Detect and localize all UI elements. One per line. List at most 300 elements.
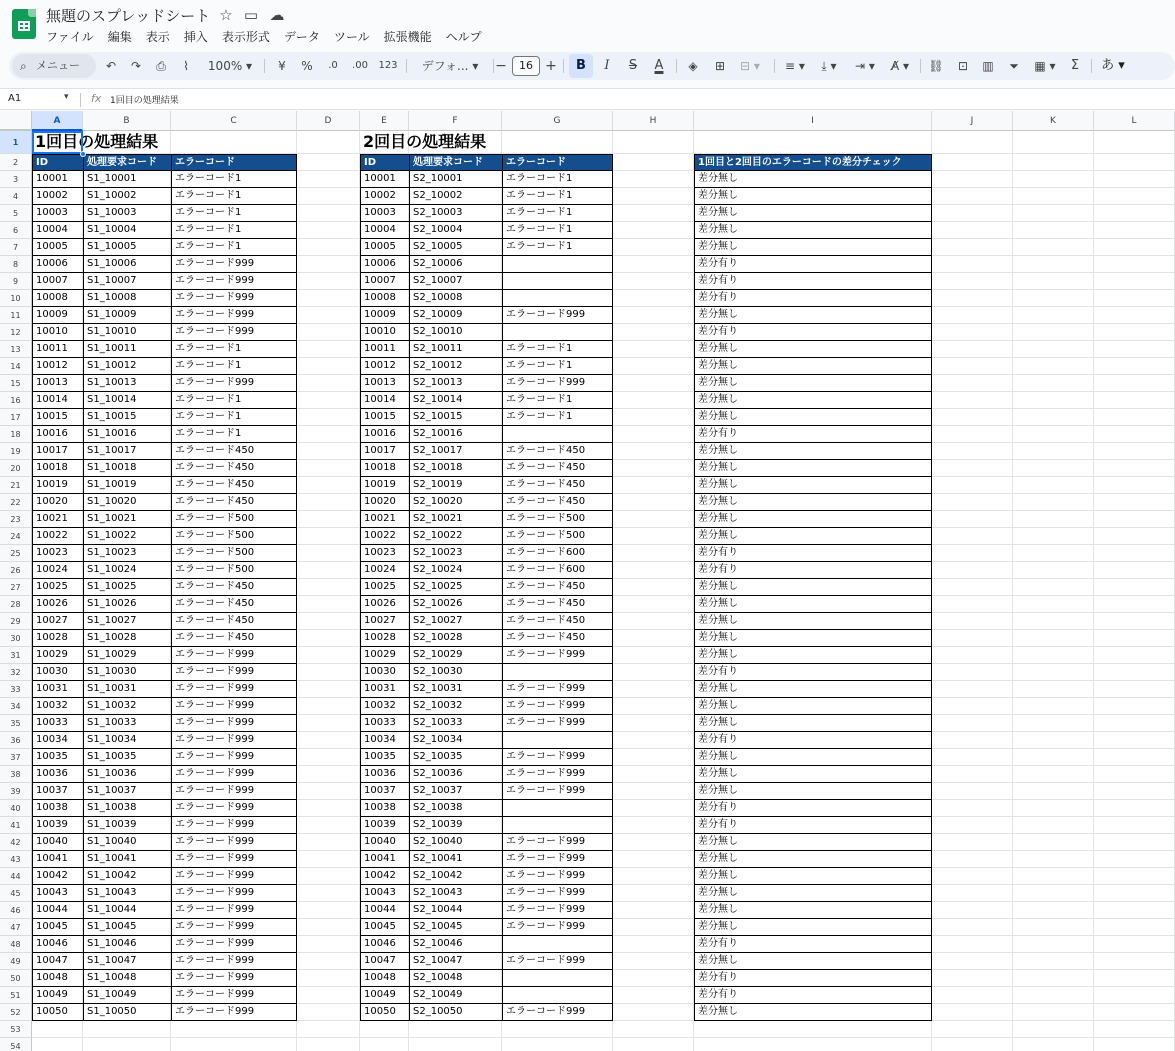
row-header-21[interactable]: 21 xyxy=(0,477,32,494)
table-cell-error-code[interactable]: エラーコード999 xyxy=(171,970,297,987)
table-cell-diff-result[interactable]: 差分有り xyxy=(694,545,932,562)
table-cell-error-code[interactable]: エラーコード450 xyxy=(171,613,297,630)
name-box[interactable]: A1 xyxy=(8,93,22,104)
row-header-33[interactable]: 33 xyxy=(0,681,32,698)
table-cell-error-code[interactable]: エラーコード999 xyxy=(171,1004,297,1021)
table-cell-error-code[interactable]: エラーコード450 xyxy=(502,630,613,647)
table-cell-error-code[interactable]: エラーコード999 xyxy=(171,664,297,681)
table-cell-error-code[interactable]: エラーコード999 xyxy=(171,290,297,307)
table-cell-request-code[interactable]: S1_10016 xyxy=(83,426,171,443)
table-cell-error-code[interactable]: エラーコード1 xyxy=(502,341,613,358)
table-cell-request-code[interactable]: S1_10012 xyxy=(83,358,171,375)
table-cell-id[interactable]: 10043 xyxy=(360,885,409,902)
table-cell-id[interactable]: 10015 xyxy=(32,409,83,426)
table-cell-request-code[interactable]: S2_10042 xyxy=(409,868,502,885)
table-cell-request-code[interactable]: S1_10032 xyxy=(83,698,171,715)
document-title[interactable]: 無題のスプレッドシート xyxy=(46,7,211,25)
filter-icon[interactable]: ⏷ xyxy=(1009,59,1019,73)
table-cell-error-code[interactable]: エラーコード450 xyxy=(171,630,297,647)
table-cell-id[interactable]: 10004 xyxy=(360,222,409,239)
row-header-45[interactable]: 45 xyxy=(0,885,32,902)
borders-icon[interactable]: ⊞ xyxy=(714,59,726,73)
table-cell-request-code[interactable]: S2_10031 xyxy=(409,681,502,698)
table-cell-request-code[interactable]: S1_10004 xyxy=(83,222,171,239)
table-cell-request-code[interactable]: S1_10026 xyxy=(83,596,171,613)
table-cell-error-code[interactable]: エラーコード999 xyxy=(171,256,297,273)
table-cell-id[interactable]: 10011 xyxy=(360,341,409,358)
row-header-6[interactable]: 6 xyxy=(0,222,32,239)
table-cell-diff-result[interactable]: 差分有り xyxy=(694,290,932,307)
table-cell-error-code[interactable]: エラーコード1 xyxy=(171,239,297,256)
table-cell-request-code[interactable]: S1_10011 xyxy=(83,341,171,358)
menu-file[interactable]: ファイル xyxy=(46,30,94,44)
row-header-38[interactable]: 38 xyxy=(0,766,32,783)
font-family-select[interactable]: デフォ... ▾ xyxy=(421,59,479,73)
table-cell-request-code[interactable]: S2_10029 xyxy=(409,647,502,664)
table-cell-error-code[interactable]: エラーコード450 xyxy=(171,443,297,460)
table-cell-id[interactable]: 10001 xyxy=(32,171,83,188)
table-cell-id[interactable]: 10032 xyxy=(32,698,83,715)
table-cell-error-code[interactable] xyxy=(502,426,613,443)
table-cell-id[interactable]: 10017 xyxy=(360,443,409,460)
table-cell-request-code[interactable]: S2_10012 xyxy=(409,358,502,375)
section-title-first-run[interactable]: 1回目の処理結果 xyxy=(35,132,159,151)
table-cell-id[interactable]: 10018 xyxy=(360,460,409,477)
table-cell-diff-result[interactable]: 差分有り xyxy=(694,664,932,681)
table-cell-id[interactable]: 10012 xyxy=(32,358,83,375)
star-icon[interactable]: ☆ xyxy=(219,6,233,24)
table-cell-diff-result[interactable]: 差分無し xyxy=(694,851,932,868)
table-cell-error-code[interactable]: エラーコード500 xyxy=(171,545,297,562)
table-cell-id[interactable]: 10008 xyxy=(360,290,409,307)
select-all-corner[interactable] xyxy=(0,111,32,131)
table-cell-request-code[interactable]: S2_10008 xyxy=(409,290,502,307)
sheet-grid[interactable] xyxy=(0,111,1175,1051)
table-cell-request-code[interactable]: S1_10018 xyxy=(83,460,171,477)
row-header-9[interactable]: 9 xyxy=(0,273,32,290)
row-header-42[interactable]: 42 xyxy=(0,834,32,851)
table-cell-error-code[interactable]: エラーコード999 xyxy=(171,783,297,800)
table-cell-id[interactable]: 10039 xyxy=(32,817,83,834)
table-cell-diff-result[interactable]: 差分無し xyxy=(694,494,932,511)
insert-comment-icon[interactable]: ⊡ xyxy=(957,59,969,73)
table-cell-id[interactable]: 10012 xyxy=(360,358,409,375)
table-cell-request-code[interactable]: S1_10041 xyxy=(83,851,171,868)
table-cell-error-code[interactable]: エラーコード1 xyxy=(502,239,613,256)
row-header-27[interactable]: 27 xyxy=(0,579,32,596)
table-cell-diff-result[interactable]: 差分無し xyxy=(694,1004,932,1021)
table-cell-id[interactable]: 10016 xyxy=(32,426,83,443)
table-cell-error-code[interactable]: エラーコード999 xyxy=(171,375,297,392)
row-header-47[interactable]: 47 xyxy=(0,919,32,936)
table-cell-id[interactable]: 10022 xyxy=(32,528,83,545)
table-cell-diff-result[interactable]: 差分有り xyxy=(694,817,932,834)
column-header-C[interactable]: C xyxy=(171,111,297,131)
print-icon[interactable]: ⎙ xyxy=(156,59,166,73)
table-cell-request-code[interactable]: S2_10020 xyxy=(409,494,502,511)
menu-data[interactable]: データ xyxy=(283,30,320,44)
table-cell-request-code[interactable]: S2_10021 xyxy=(409,511,502,528)
table-cell-request-code[interactable]: S1_10019 xyxy=(83,477,171,494)
table-cell-request-code[interactable]: S1_10015 xyxy=(83,409,171,426)
increase-font-size-button[interactable]: + xyxy=(545,58,557,74)
row-header-19[interactable]: 19 xyxy=(0,443,32,460)
row-header-20[interactable]: 20 xyxy=(0,460,32,477)
table-cell-error-code[interactable]: エラーコード999 xyxy=(502,715,613,732)
table-cell-request-code[interactable]: S2_10046 xyxy=(409,936,502,953)
table-cell-error-code[interactable]: エラーコード999 xyxy=(171,698,297,715)
table-cell-diff-result[interactable]: 差分有り xyxy=(694,800,932,817)
table-cell-id[interactable]: 10014 xyxy=(32,392,83,409)
table-cell-request-code[interactable]: S2_10039 xyxy=(409,817,502,834)
table-cell-error-code[interactable]: エラーコード1 xyxy=(171,358,297,375)
row-header-29[interactable]: 29 xyxy=(0,613,32,630)
table-cell-id[interactable]: 10006 xyxy=(360,256,409,273)
table-cell-request-code[interactable]: S1_10031 xyxy=(83,681,171,698)
table-cell-request-code[interactable]: S2_10023 xyxy=(409,545,502,562)
table-cell-diff-result[interactable]: 差分無し xyxy=(694,477,932,494)
table-cell-error-code[interactable]: エラーコード999 xyxy=(502,1004,613,1021)
table-cell-error-code[interactable]: エラーコード999 xyxy=(171,936,297,953)
table-cell-diff-result[interactable]: 差分無し xyxy=(694,885,932,902)
table-cell-error-code[interactable]: エラーコード999 xyxy=(171,987,297,1004)
row-header-26[interactable]: 26 xyxy=(0,562,32,579)
table-cell-error-code[interactable] xyxy=(502,273,613,290)
decrease-font-size-button[interactable]: − xyxy=(495,58,507,74)
table-cell-error-code[interactable]: エラーコード999 xyxy=(502,766,613,783)
table-cell-request-code[interactable]: S2_10003 xyxy=(409,205,502,222)
table-cell-id[interactable]: 10030 xyxy=(32,664,83,681)
vertical-align-icon[interactable]: ⤓ ▾ xyxy=(821,59,837,73)
table-cell-id[interactable]: 10034 xyxy=(32,732,83,749)
table-cell-request-code[interactable]: S1_10007 xyxy=(83,273,171,290)
row-header-28[interactable]: 28 xyxy=(0,596,32,613)
table-cell-error-code[interactable]: エラーコード450 xyxy=(502,494,613,511)
insert-link-icon[interactable]: ⛓ xyxy=(928,59,944,73)
table-cell-error-code[interactable]: エラーコード500 xyxy=(171,528,297,545)
row-header-3[interactable]: 3 xyxy=(0,171,32,188)
table-cell-request-code[interactable]: S1_10029 xyxy=(83,647,171,664)
table-cell-id[interactable]: 10044 xyxy=(32,902,83,919)
table-cell-id[interactable]: 10013 xyxy=(32,375,83,392)
table-cell-error-code[interactable]: エラーコード999 xyxy=(502,307,613,324)
table-cell-diff-result[interactable]: 差分無し xyxy=(694,868,932,885)
table-cell-error-code[interactable] xyxy=(502,817,613,834)
table-cell-error-code[interactable]: エラーコード450 xyxy=(502,613,613,630)
table-cell-diff-result[interactable]: 差分無し xyxy=(694,834,932,851)
table-cell-id[interactable]: 10010 xyxy=(360,324,409,341)
table-cell-diff-result[interactable]: 差分無し xyxy=(694,766,932,783)
row-header-11[interactable]: 11 xyxy=(0,307,32,324)
table-cell-error-code[interactable]: エラーコード999 xyxy=(502,834,613,851)
table-cell-request-code[interactable]: S2_10033 xyxy=(409,715,502,732)
table-cell-request-code[interactable]: S1_10050 xyxy=(83,1004,171,1021)
column-header-B[interactable]: B xyxy=(83,111,171,131)
strikethrough-icon[interactable]: S xyxy=(628,58,638,73)
row-header-23[interactable]: 23 xyxy=(0,511,32,528)
decrease-decimal-button[interactable]: .0 xyxy=(328,60,338,71)
table-cell-request-code[interactable]: S2_10044 xyxy=(409,902,502,919)
table-cell-id[interactable]: 10032 xyxy=(360,698,409,715)
table-header-cell[interactable]: ID xyxy=(32,154,83,171)
row-header-2[interactable]: 2 xyxy=(0,154,32,171)
table-cell-request-code[interactable]: S1_10028 xyxy=(83,630,171,647)
table-cell-error-code[interactable]: エラーコード1 xyxy=(502,392,613,409)
table-header-cell[interactable]: エラーコード xyxy=(171,154,297,171)
table-cell-request-code[interactable]: S1_10003 xyxy=(83,205,171,222)
table-cell-diff-result[interactable]: 差分無し xyxy=(694,596,932,613)
table-cell-request-code[interactable]: S1_10049 xyxy=(83,987,171,1004)
table-cell-request-code[interactable]: S1_10039 xyxy=(83,817,171,834)
table-cell-error-code[interactable]: エラーコード999 xyxy=(171,851,297,868)
table-cell-error-code[interactable] xyxy=(502,800,613,817)
table-cell-request-code[interactable]: S2_10050 xyxy=(409,1004,502,1021)
table-cell-request-code[interactable]: S2_10002 xyxy=(409,188,502,205)
table-cell-error-code[interactable]: エラーコード600 xyxy=(502,562,613,579)
table-cell-id[interactable]: 10019 xyxy=(32,477,83,494)
undo-icon[interactable]: ↶ xyxy=(105,59,117,73)
table-cell-request-code[interactable]: S2_10005 xyxy=(409,239,502,256)
table-cell-request-code[interactable]: S2_10041 xyxy=(409,851,502,868)
table-cell-diff-result[interactable]: 差分無し xyxy=(694,239,932,256)
table-cell-request-code[interactable]: S1_10008 xyxy=(83,290,171,307)
text-color-button[interactable]: A xyxy=(654,58,664,73)
row-header-44[interactable]: 44 xyxy=(0,868,32,885)
table-cell-request-code[interactable]: S2_10047 xyxy=(409,953,502,970)
table-cell-request-code[interactable]: S2_10048 xyxy=(409,970,502,987)
table-cell-error-code[interactable]: エラーコード999 xyxy=(502,698,613,715)
table-cell-request-code[interactable]: S1_10023 xyxy=(83,545,171,562)
table-cell-diff-result[interactable]: 差分無し xyxy=(694,919,932,936)
table-cell-error-code[interactable]: エラーコード1 xyxy=(502,409,613,426)
table-header-cell[interactable]: 処理要求コード xyxy=(409,154,502,171)
table-cell-error-code[interactable]: エラーコード450 xyxy=(171,460,297,477)
table-cell-request-code[interactable]: S1_10038 xyxy=(83,800,171,817)
row-header-18[interactable]: 18 xyxy=(0,426,32,443)
table-cell-error-code[interactable]: エラーコード450 xyxy=(171,596,297,613)
table-cell-id[interactable]: 10021 xyxy=(32,511,83,528)
table-cell-request-code[interactable]: S2_10049 xyxy=(409,987,502,1004)
table-cell-diff-result[interactable]: 差分無し xyxy=(694,715,932,732)
formula-input[interactable]: 1回目の処理結果 xyxy=(110,96,179,106)
table-cell-diff-result[interactable]: 差分有り xyxy=(694,562,932,579)
table-cell-error-code[interactable]: エラーコード500 xyxy=(171,562,297,579)
table-cell-id[interactable]: 10026 xyxy=(32,596,83,613)
table-cell-diff-result[interactable]: 差分無し xyxy=(694,630,932,647)
table-cell-request-code[interactable]: S1_10021 xyxy=(83,511,171,528)
table-cell-diff-result[interactable]: 差分有り xyxy=(694,324,932,341)
table-cell-error-code[interactable]: エラーコード999 xyxy=(502,681,613,698)
table-cell-request-code[interactable]: S2_10032 xyxy=(409,698,502,715)
text-rotation-icon[interactable]: A̸ ▾ xyxy=(890,59,910,73)
table-cell-id[interactable]: 10028 xyxy=(32,630,83,647)
table-cell-request-code[interactable]: S1_10002 xyxy=(83,188,171,205)
section-title-second-run[interactable]: 2回目の処理結果 xyxy=(363,132,487,151)
table-cell-error-code[interactable]: エラーコード999 xyxy=(502,953,613,970)
table-cell-diff-result[interactable]: 差分無し xyxy=(694,511,932,528)
table-cell-id[interactable]: 10029 xyxy=(360,647,409,664)
table-cell-request-code[interactable]: S2_10017 xyxy=(409,443,502,460)
currency-format-button[interactable]: ¥ xyxy=(278,59,286,73)
table-cell-id[interactable]: 10006 xyxy=(32,256,83,273)
table-cell-diff-result[interactable]: 差分有り xyxy=(694,732,932,749)
row-header-51[interactable]: 51 xyxy=(0,987,32,1004)
table-cell-id[interactable]: 10049 xyxy=(360,987,409,1004)
table-cell-id[interactable]: 10047 xyxy=(360,953,409,970)
table-header-cell[interactable]: エラーコード xyxy=(502,154,613,171)
column-header-L[interactable]: L xyxy=(1094,111,1175,131)
table-cell-error-code[interactable]: エラーコード1 xyxy=(171,341,297,358)
table-cell-error-code[interactable] xyxy=(502,970,613,987)
move-folder-icon[interactable]: ▭ xyxy=(243,6,259,24)
menu-format[interactable]: 表示形式 xyxy=(221,30,270,44)
table-cell-error-code[interactable]: エラーコード999 xyxy=(171,902,297,919)
table-cell-id[interactable]: 10036 xyxy=(32,766,83,783)
table-cell-request-code[interactable]: S1_10009 xyxy=(83,307,171,324)
table-cell-id[interactable]: 10041 xyxy=(360,851,409,868)
table-cell-error-code[interactable]: エラーコード999 xyxy=(171,800,297,817)
table-cell-request-code[interactable]: S1_10044 xyxy=(83,902,171,919)
row-header-52[interactable]: 52 xyxy=(0,1004,32,1021)
table-cell-error-code[interactable] xyxy=(502,987,613,1004)
table-cell-request-code[interactable]: S2_10034 xyxy=(409,732,502,749)
input-tools-button[interactable]: あ ▾ xyxy=(1101,58,1125,73)
row-header-37[interactable]: 37 xyxy=(0,749,32,766)
table-cell-diff-result[interactable]: 差分有り xyxy=(694,426,932,443)
table-cell-id[interactable]: 10003 xyxy=(360,205,409,222)
table-cell-error-code[interactable]: エラーコード1 xyxy=(171,171,297,188)
table-cell-id[interactable]: 10007 xyxy=(360,273,409,290)
row-header-7[interactable]: 7 xyxy=(0,239,32,256)
table-cell-error-code[interactable] xyxy=(502,664,613,681)
table-cell-request-code[interactable]: S2_10007 xyxy=(409,273,502,290)
table-cell-error-code[interactable]: エラーコード1 xyxy=(502,188,613,205)
table-cell-request-code[interactable]: S2_10001 xyxy=(409,171,502,188)
row-header-32[interactable]: 32 xyxy=(0,664,32,681)
table-cell-error-code[interactable] xyxy=(502,256,613,273)
table-cell-id[interactable]: 10020 xyxy=(32,494,83,511)
table-cell-id[interactable]: 10047 xyxy=(32,953,83,970)
row-header-46[interactable]: 46 xyxy=(0,902,32,919)
table-cell-id[interactable]: 10036 xyxy=(360,766,409,783)
table-cell-request-code[interactable]: S2_10028 xyxy=(409,630,502,647)
table-cell-id[interactable]: 10023 xyxy=(360,545,409,562)
table-cell-error-code[interactable]: エラーコード999 xyxy=(171,817,297,834)
table-cell-id[interactable]: 10037 xyxy=(360,783,409,800)
row-header-40[interactable]: 40 xyxy=(0,800,32,817)
table-cell-id[interactable]: 10038 xyxy=(360,800,409,817)
column-header-H[interactable]: H xyxy=(613,111,694,131)
table-cell-error-code[interactable]: エラーコード450 xyxy=(502,460,613,477)
menu-tools[interactable]: ツール xyxy=(333,30,370,44)
table-cell-error-code[interactable]: エラーコード1 xyxy=(502,171,613,188)
table-cell-error-code[interactable]: エラーコード999 xyxy=(502,902,613,919)
table-cell-error-code[interactable]: エラーコード450 xyxy=(171,494,297,511)
table-cell-diff-result[interactable]: 差分有り xyxy=(694,987,932,1004)
fill-handle[interactable] xyxy=(80,151,86,157)
table-cell-error-code[interactable]: エラーコード999 xyxy=(171,749,297,766)
table-cell-id[interactable]: 10014 xyxy=(360,392,409,409)
table-cell-request-code[interactable]: S1_10033 xyxy=(83,715,171,732)
table-cell-id[interactable]: 10045 xyxy=(360,919,409,936)
table-cell-id[interactable]: 10037 xyxy=(32,783,83,800)
table-header-cell[interactable]: 処理要求コード xyxy=(83,154,171,171)
table-cell-id[interactable]: 10040 xyxy=(32,834,83,851)
row-header-8[interactable]: 8 xyxy=(0,256,32,273)
table-cell-id[interactable]: 10001 xyxy=(360,171,409,188)
table-cell-id[interactable]: 10031 xyxy=(360,681,409,698)
table-cell-id[interactable]: 10046 xyxy=(32,936,83,953)
table-cell-id[interactable]: 10050 xyxy=(360,1004,409,1021)
table-cell-id[interactable]: 10030 xyxy=(360,664,409,681)
row-header-14[interactable]: 14 xyxy=(0,358,32,375)
table-cell-diff-result[interactable]: 差分無し xyxy=(694,528,932,545)
table-cell-request-code[interactable]: S1_10010 xyxy=(83,324,171,341)
table-cell-request-code[interactable]: S1_10035 xyxy=(83,749,171,766)
table-cell-request-code[interactable]: S1_10024 xyxy=(83,562,171,579)
row-header-25[interactable]: 25 xyxy=(0,545,32,562)
table-header-cell[interactable]: ID xyxy=(360,154,409,171)
table-cell-error-code[interactable]: エラーコード999 xyxy=(502,868,613,885)
table-cell-id[interactable]: 10008 xyxy=(32,290,83,307)
table-cell-request-code[interactable]: S2_10014 xyxy=(409,392,502,409)
table-cell-request-code[interactable]: S1_10006 xyxy=(83,256,171,273)
table-cell-request-code[interactable]: S1_10042 xyxy=(83,868,171,885)
table-cell-request-code[interactable]: S1_10048 xyxy=(83,970,171,987)
row-header-39[interactable]: 39 xyxy=(0,783,32,800)
table-cell-error-code[interactable]: エラーコード1 xyxy=(502,358,613,375)
table-cell-error-code[interactable] xyxy=(502,324,613,341)
table-cell-id[interactable]: 10024 xyxy=(360,562,409,579)
table-cell-id[interactable]: 10026 xyxy=(360,596,409,613)
table-cell-diff-result[interactable]: 差分無し xyxy=(694,613,932,630)
table-cell-error-code[interactable]: エラーコード1 xyxy=(502,222,613,239)
row-header-13[interactable]: 13 xyxy=(0,341,32,358)
cloud-status-icon[interactable]: ☁ xyxy=(269,6,285,24)
percent-format-button[interactable]: % xyxy=(301,59,313,73)
insert-chart-icon[interactable]: ▥ xyxy=(982,59,994,73)
table-cell-diff-result[interactable]: 差分無し xyxy=(694,698,932,715)
table-cell-error-code[interactable]: エラーコード999 xyxy=(502,885,613,902)
row-header-49[interactable]: 49 xyxy=(0,953,32,970)
table-cell-id[interactable]: 10038 xyxy=(32,800,83,817)
table-cell-request-code[interactable]: S2_10009 xyxy=(409,307,502,324)
table-cell-diff-result[interactable]: 差分無し xyxy=(694,409,932,426)
table-cell-request-code[interactable]: S2_10036 xyxy=(409,766,502,783)
menu-view[interactable]: 表示 xyxy=(145,30,170,44)
table-cell-diff-result[interactable]: 差分無し xyxy=(694,171,932,188)
table-cell-id[interactable]: 10010 xyxy=(32,324,83,341)
table-cell-id[interactable]: 10029 xyxy=(32,647,83,664)
table-cell-request-code[interactable]: S1_10046 xyxy=(83,936,171,953)
table-cell-id[interactable]: 10033 xyxy=(32,715,83,732)
row-header-5[interactable]: 5 xyxy=(0,205,32,222)
table-cell-id[interactable]: 10046 xyxy=(360,936,409,953)
table-cell-request-code[interactable]: S1_10030 xyxy=(83,664,171,681)
row-header-41[interactable]: 41 xyxy=(0,817,32,834)
table-cell-error-code[interactable]: エラーコード999 xyxy=(502,851,613,868)
column-header-D[interactable]: D xyxy=(297,111,360,131)
table-cell-error-code[interactable]: エラーコード1 xyxy=(171,188,297,205)
table-cell-request-code[interactable]: S1_10022 xyxy=(83,528,171,545)
table-cell-request-code[interactable]: S2_10022 xyxy=(409,528,502,545)
table-cell-request-code[interactable]: S1_10047 xyxy=(83,953,171,970)
table-cell-request-code[interactable]: S2_10043 xyxy=(409,885,502,902)
table-cell-id[interactable]: 10011 xyxy=(32,341,83,358)
table-cell-error-code[interactable] xyxy=(502,732,613,749)
table-cell-request-code[interactable]: S1_10045 xyxy=(83,919,171,936)
table-cell-diff-result[interactable]: 差分無し xyxy=(694,902,932,919)
